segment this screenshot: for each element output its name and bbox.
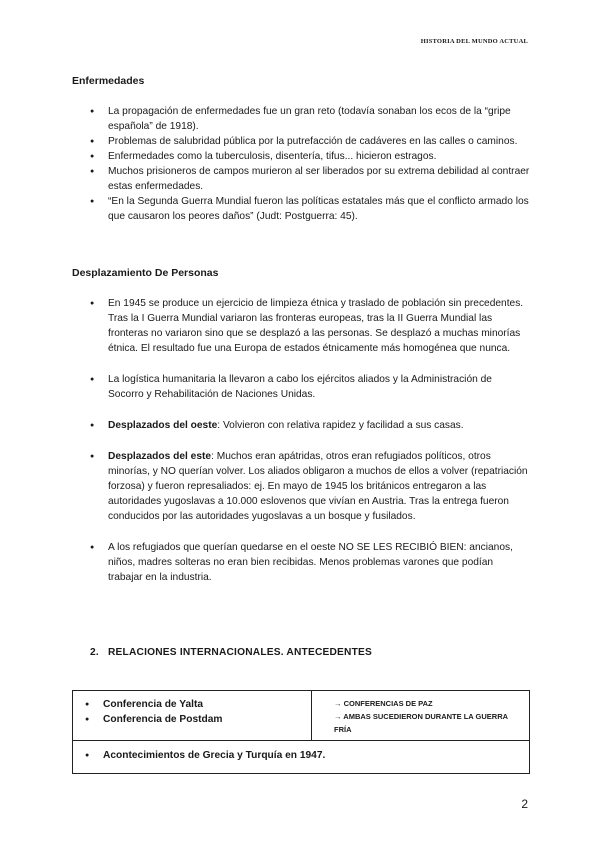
list-item: ● Muchos prisioneros de campos murieron al ser liberados por su extrema debilidad al contraer estas enfermedades. — [90, 164, 530, 194]
list-item — [90, 540, 530, 585]
note-line: → CONFERENCIAS DE PAZ — [334, 699, 433, 708]
enfermedades-list — [90, 104, 530, 224]
section-number: 2. — [90, 647, 99, 658]
table-row — [73, 741, 530, 774]
section-heading-2 — [90, 647, 372, 658]
list-item: ● “En la Segunda Guerra Mundial fueron las políticas estatales más que el conflicto armado los que causaron los peores daños” (Judt: Postguerra: 45). — [90, 194, 530, 224]
table-cell-conferences — [73, 691, 312, 741]
section-title-enfermedades: Enfermedades — [72, 75, 145, 87]
list-item: ● Conferencia de Yalta — [85, 697, 311, 712]
header-course-title: HISTORIA DEL MUNDO ACTUAL — [420, 38, 528, 45]
note-line: → AMBAS SUCEDIERON DURANTE LA GUERRA FRÍA — [334, 712, 508, 734]
list-item-text: A los refugiados que querían quedarse en el oeste NO SE LES RECIBIÓ BIEN: ancianos, niños, madres solteras no eran bien recibidas. Menos problemas varones que podían trabajar en la industria. — [108, 542, 513, 583]
section-heading-title: RELACIONES INTERNACIONALES. ANTECEDENTES — [108, 647, 373, 658]
table-row — [73, 691, 530, 741]
list-item-text: La logística humanitaria la llevaron a cabo los ejércitos aliados y la Administración de Socorro y Rehabilitación de Naciones Unidas. — [108, 374, 492, 400]
list-item: ● Enfermedades como la tuberculosis, disentería, tifus... hicieron estragos. — [90, 149, 530, 164]
list-item-text: : Volvieron con relativa rapidez y facilidad a sus casas. — [217, 420, 464, 431]
list-item: ● Problemas de salubridad pública por la putrefacción de cadáveres en las calles o caminos. — [90, 134, 530, 149]
list-item-text: : Muchos eran apátridas, otros eran refugiados políticos, otros minorías, y NO querían volver. Los aliados obligaron a muchos de ellos a volver (repatriación forzosa) y fueron represaliados: ej. En mayo de 1945 los británicos entregaron a las autoridades yugoslavas a 10.000 eslovenos que vivían en Austria. Tras la entrega fueron conducidos por las autoridades yugoslavas a un bosque y fusilados. — [108, 451, 528, 522]
list-item-text: En 1945 se produce un ejercicio de limpieza étnica y traslado de población sin precedentes. Tras la I Guerra Mundial variaron las fronteras europeas, tras la II Guerra Mundial las fronteras no variaron sino que se desplazó a las personas. Se desplazó a muchas minorías étnica. El resultado fue una Europa de estados étnicamente más homogénea que nunca. — [108, 298, 524, 354]
desplazamiento-list — [90, 296, 530, 585]
table-cell-notes — [312, 691, 530, 741]
list-item: ● Acontecimientos de Grecia y Turquía en 1947. — [85, 748, 529, 763]
section-title-desplazamiento: Desplazamiento De Personas — [72, 267, 219, 279]
list-item-lead: Desplazados del este — [108, 451, 212, 462]
page-number: 2 — [521, 797, 528, 811]
list-item — [90, 449, 530, 524]
list-item — [90, 296, 530, 356]
list-item: ● La propagación de enfermedades fue un gran reto (todavía sonaban los ecos de la “gripe española” de 1918). — [90, 104, 530, 134]
list-item — [90, 418, 530, 433]
list-item: ● Conferencia de Postdam — [85, 712, 311, 727]
list-item-lead: Desplazados del oeste — [108, 420, 218, 431]
table-cell-events — [73, 741, 530, 774]
relaciones-table — [72, 690, 530, 774]
list-item — [90, 372, 530, 402]
